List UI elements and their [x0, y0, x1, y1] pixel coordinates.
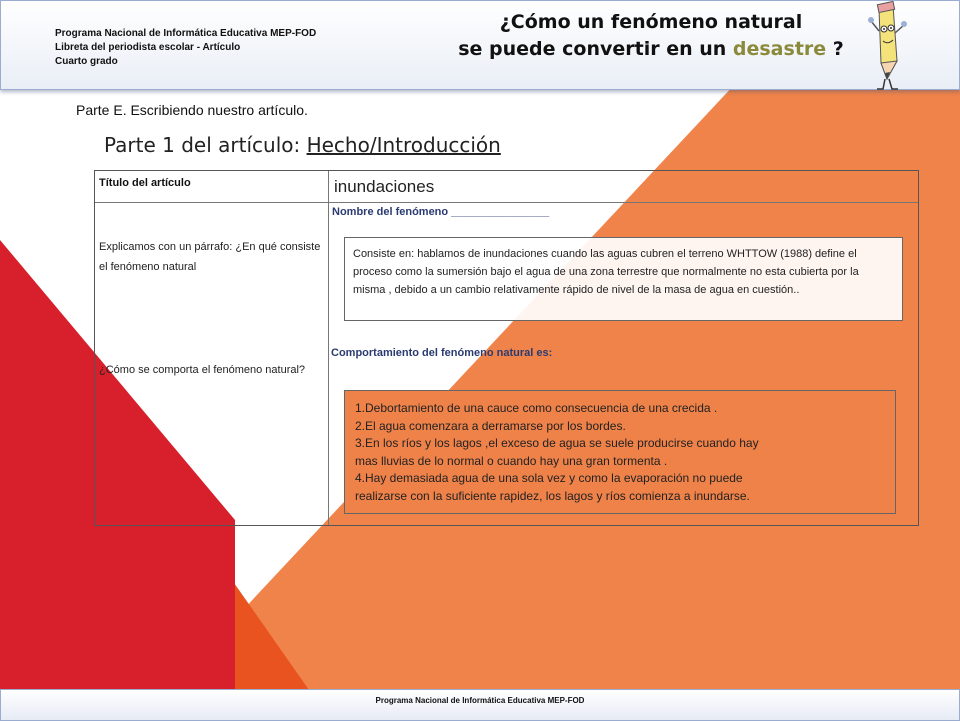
questions-cell [95, 203, 329, 525]
pencil-mascot-icon [867, 1, 907, 93]
footer-text: Programa Nacional de Informática Educativa MEP-FOD [375, 696, 585, 705]
titulo-label-cell [95, 171, 329, 203]
title-highlight: desastre [732, 38, 827, 60]
section-heading-parte-1 [104, 133, 501, 157]
comportamiento-line: realizarse con la suficiente rapidez, los lagos y ríos comienza a inundarse. [355, 488, 750, 503]
section-heading-parte-e: Parte E. Escribiendo nuestro artículo. [76, 102, 308, 118]
page-title [431, 9, 871, 63]
header-banner [0, 0, 960, 90]
header-line-libreta: Libreta del periodista escolar - Artículo [55, 42, 241, 53]
comportamiento-line: 4.Hay demasiada agua de una sola vez y como la evaporación no puede [355, 471, 743, 485]
question-consiste: Explicamos con un párrafo: ¿En qué consiste el fenómeno natural [99, 241, 321, 273]
consiste-text-box[interactable]: Consiste en: hablamos de inundaciones cuando las aguas cubren el terreno WHTTOW (1988) define el proceso como la sumersión bajo el agua de una zona terrestre que normalmente no esta cubierta por la misma , debido a un cambio relativamente rápido de nivel de la masa de agua en cuestión.. [344, 237, 903, 321]
parte-1-prefix: Parte 1 del artículo: [104, 133, 307, 157]
titulo-value: inundaciones [334, 177, 435, 196]
comportamiento-line: mas lluvias de lo normal o cuando hay una gran tormenta . [355, 453, 668, 468]
footer-banner [0, 689, 960, 721]
comportamiento-label: Comportamiento del fenómeno natural es: [331, 347, 553, 359]
titulo-label: Título del artículo [99, 177, 191, 189]
title-line-2-prefix: se puede convertir en un [458, 38, 733, 60]
nombre-fenomeno-label: Nombre del fenómeno ________________ [332, 206, 550, 218]
header-program-info [55, 27, 316, 69]
comportamiento-line: 3.En los ríos y los lagos ,el exceso de agua se suele producirse cuando hay [355, 436, 759, 450]
comportamiento-line: 2.El agua comenzara a derramarse por los bordes. [355, 418, 626, 433]
title-line-2 [431, 36, 871, 63]
header-line-grado: Cuarto grado [55, 56, 118, 67]
parte-1-underlined: Hecho/Introducción [306, 133, 501, 157]
titulo-value-cell[interactable] [329, 171, 918, 203]
question-comporta: ¿Cómo se comporta el fenómeno natural? [99, 364, 306, 376]
comportamiento-text-box[interactable] [344, 390, 896, 514]
header-line-program: Programa Nacional de Informática Educativa MEP-FOD [55, 28, 317, 39]
title-line-2-suffix: ? [826, 38, 844, 60]
title-line-1: ¿Cómo un fenómeno natural [499, 11, 803, 33]
comportamiento-line: 1.Debortamiento de una cauce como consecuencia de una crecida . [355, 401, 718, 415]
